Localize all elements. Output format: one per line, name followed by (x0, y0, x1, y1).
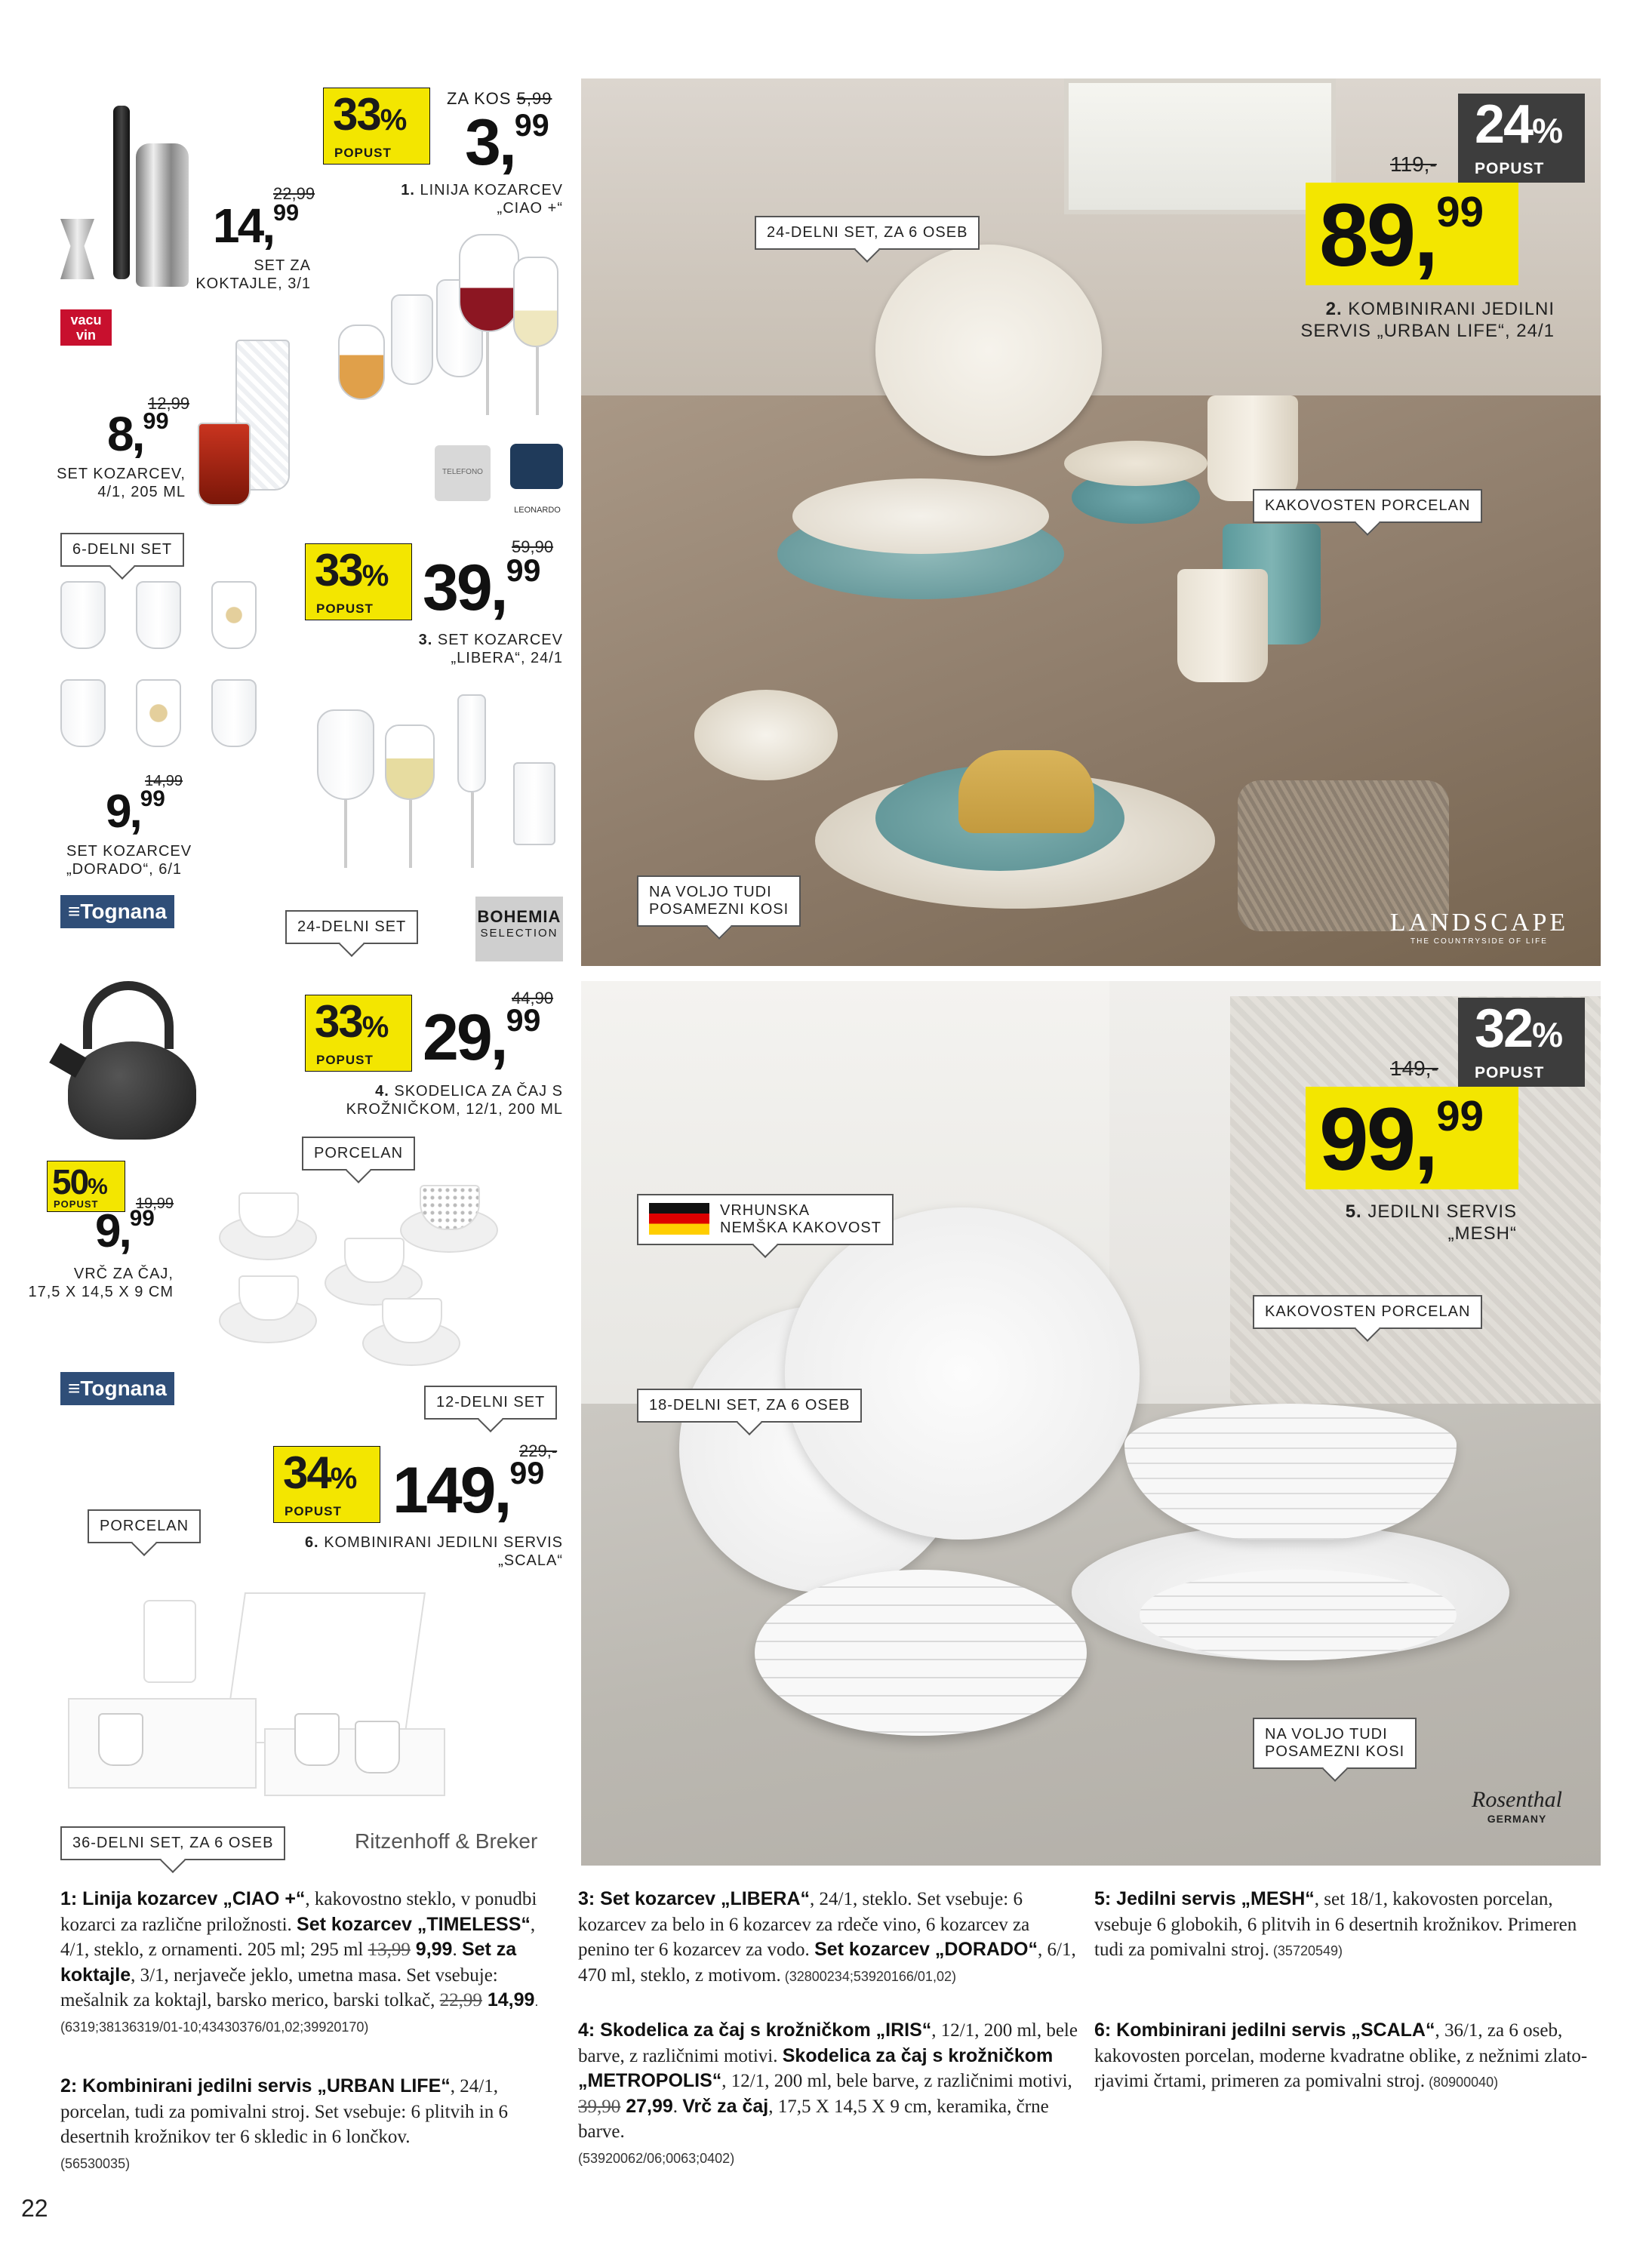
ritzenhoff-breker-logo: Ritzenhoff & Breker (355, 1829, 538, 1853)
p5-old-price: 149,- (1390, 1057, 1438, 1080)
landscape-logo: LANDSCAPE THE COUNTRYSIDE OF LIFE (1389, 909, 1569, 946)
p1-za-kos: ZA KOS 5,99 (447, 89, 552, 108)
p6-porcelan-tag: PORCELAN (88, 1509, 201, 1543)
timeless-label: SET KOZARCEV, 4/1, 205 ML (57, 466, 186, 500)
leonardo-logo-text: LEONARDO (514, 506, 561, 515)
description-4: 4: Skodelica za čaj s krožničkom „IRIS“, 12/1, 200 ml, bele barve, z različnimi motivi. Skodelica za čaj s krožničkom „METROPOLIS“, 12/1, 200 ml, bele barve, z različnimi motivi, 39,90 27,99. Vrč za čaj, 17,5 X 14,5 X 9 cm, keramika, črne barve. (53920062/06;0063;0402) (578, 2020, 1078, 2166)
p5-single-pieces-tag: NA VOLJO TUDI POSAMEZNI KOSI (1253, 1718, 1417, 1769)
cocktail-set-image (60, 98, 204, 302)
p5-quality-tag: KAKOVOSTEN PORCELAN (1253, 1295, 1482, 1329)
p1-discount-badge: 33% POPUST (323, 88, 430, 165)
timeless-old-price: 12,99 (148, 394, 190, 413)
p4-set-tag: 12-DELNI SET (424, 1386, 557, 1420)
p5-price: 99,99 (1319, 1090, 1484, 1189)
description-5: 5: Jedilni servis „MESH“, set 18/1, kakovosten porcelan, vsebuje 6 globokih, 6 plitvih in 6 desertnih krožnikov. Primeren tudi za pomivalni stroj. (35720549) (1094, 1888, 1577, 1960)
p3-discount-badge: 33% POPUST (305, 543, 412, 620)
description-6: 6: Kombinirani jedilni servis „SCALA“, 36/1, za 6 oseb, kakovosten porcelan, moderne kvadratne oblike, z nežnimi zlato-rjavimi črtami, primeren za pomivalni stroj. (80900040) (1094, 2020, 1588, 2091)
p2-old-price: 119,- (1390, 152, 1437, 176)
p6-price: 149,99 (392, 1454, 545, 1527)
p5-german-quality-tag: VRHUNSKA NEMŠKA KAKOVOST (637, 1194, 894, 1245)
p3-set-tag: 24-DELNI SET (285, 910, 418, 944)
dorado-set-tag: 6-DELNI SET (60, 533, 184, 567)
description-2: 2: Kombinirani jedilni servis „URBAN LIFE“, 24/1, porcelan, tudi za pomivalni stroj. Set vsebuje: 6 plitvih in 6 desertnih krožnikov ter 6 skledic in 6 lončkov. (56530035) (60, 2075, 508, 2171)
p6-set-tag: 36-DELNI SET, ZA 6 OSEB (60, 1826, 285, 1860)
p2-price: 89,99 (1319, 186, 1484, 285)
teapot-discount-badge: 50% POPUST (47, 1161, 125, 1212)
dorado-old-price: 14,99 (145, 773, 183, 789)
dorado-label: SET KOZARCEV „DORADO“, 6/1 (66, 843, 192, 878)
cocktail-old-price: 22,99 (273, 184, 315, 203)
timeless-glasses-image (190, 340, 296, 506)
p3-price: 39,99 (423, 552, 541, 624)
timeless-price: 8,99 (107, 407, 169, 461)
scala-set-image (68, 1592, 460, 1804)
page-number: 22 (21, 2195, 48, 2222)
tea-cups-image (211, 1177, 506, 1374)
libera-glasses-image (309, 694, 566, 883)
teapot-image (53, 981, 196, 1155)
bohemia-logo: BOHEMIA SELECTION (475, 897, 563, 961)
tognana-logo: ≡Tognana (60, 895, 174, 928)
p2-discount-badge: 24% POPUST (1458, 94, 1585, 183)
vacuvin-logo: vacu vin (60, 309, 112, 346)
p3-label: 3. SET KOZARCEV „LIBERA“, 24/1 (418, 632, 563, 666)
tognana-logo-2: ≡Tognana (60, 1372, 174, 1405)
p5-discount-badge: 32% POPUST (1458, 998, 1585, 1087)
p4-discount-badge: 33% POPUST (305, 995, 412, 1072)
cocktail-price: 14,99 (213, 198, 300, 253)
cocktail-label: SET ZA KOKTAJLE, 3/1 (195, 257, 311, 292)
p4-porcelan-tag: PORCELAN (302, 1137, 415, 1171)
p2-single-pieces-tag: NA VOLJO TUDI POSAMEZNI KOSI (637, 875, 801, 927)
p4-old-price: 44,90 (512, 989, 554, 1007)
description-1: 1: Linija kozarcev „CIAO +“, kakovostno steklo, v ponudbi kozarci za različne priložnosti. Set kozarcev „TIMELESS“, 4/1, steklo, z ornamenti. 205 ml; 295 ml 13,99 9,99. Set za koktajle, 3/1, nerjaveče jeklo, umetna masa. Set vsebuje: mešalnik za koktajl, barsko merico, barski tolkač, 22,99 14,99. (6319;38136319/01-10;43430376/01,02;39920170) (60, 1888, 539, 2035)
p3-old-price: 59,90 (512, 537, 554, 556)
rosenthal-logo: Rosenthal GERMANY (1472, 1787, 1562, 1825)
telefono-logo: TELEFONO (435, 445, 491, 501)
description-3: 3: Set kozarcev „LIBERA“, 24/1, steklo. Set vsebuje: 6 kozarcev za belo in 6 kozarcev za rdeče vino, 6 kozarcev za penino ter 6 kozarcev za vodo. Set kozarcev „DORADO“, 6/1, 470 ml, steklo, z motivom. (32800234;53920166/01,02) (578, 1888, 1076, 1986)
p5-set-tag: 18-DELNI SET, ZA 6 OSEB (637, 1389, 862, 1423)
teapot-label: VRČ ZA ČAJ, 17,5 X 14,5 X 9 CM (28, 1266, 174, 1300)
p6-label: 6. KOMBINIRANI JEDILNI SERVIS „SCALA“ (304, 1534, 563, 1569)
p4-label: 4. SKODELICA ZA ČAJ S KROŽNIČKOM, 12/1, 200 ML (346, 1083, 563, 1118)
p1-label: 1. LINIJA KOZARCEV „CIAO +“ (401, 182, 563, 217)
dorado-price: 9,99 (106, 786, 165, 838)
p1-price: 3,99 (465, 106, 549, 179)
ciao-glasses-image (338, 226, 565, 423)
german-flag-icon (649, 1203, 709, 1235)
leonardo-logo (510, 444, 563, 489)
dorado-glasses-image (53, 581, 279, 762)
p5-label: 5. JEDILNI SERVIS „MESH“ (1345, 1201, 1517, 1244)
p2-label: 2. KOMBINIRANI JEDILNI SERVIS „URBAN LIFE“, 24/1 (1300, 299, 1555, 341)
teapot-old-price: 19,99 (136, 1195, 174, 1212)
p2-set-tag: 24-DELNI SET, ZA 6 OSEB (755, 216, 980, 250)
p4-price: 29,99 (423, 1001, 541, 1074)
p6-discount-badge: 34% POPUST (273, 1446, 380, 1523)
p6-old-price: 229,- (519, 1441, 558, 1460)
p2-quality-tag: KAKOVOSTEN PORCELAN (1253, 489, 1482, 523)
teapot-price: 9,99 (95, 1205, 155, 1257)
